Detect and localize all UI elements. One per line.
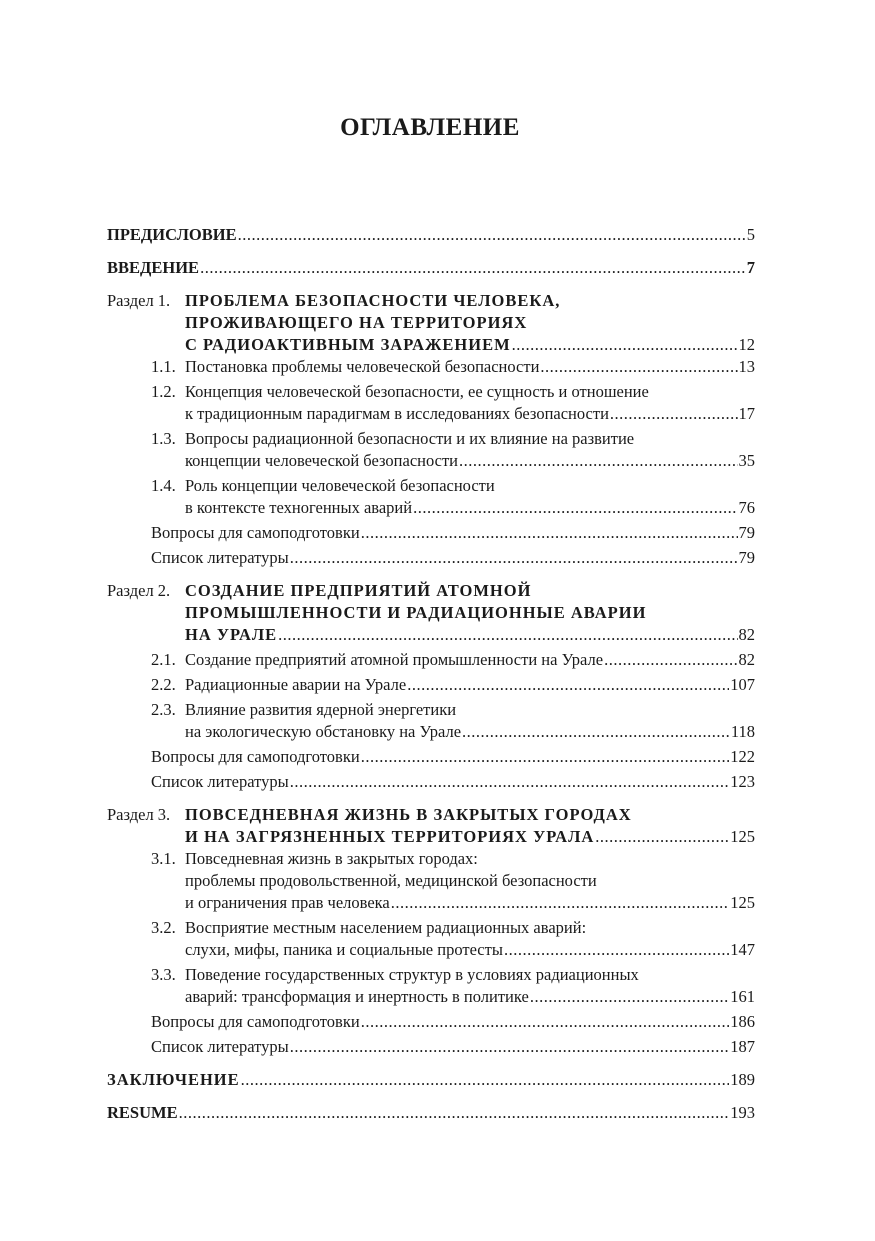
entry-page: 186 (730, 1012, 755, 1031)
entry-title: Список литературы (151, 1037, 289, 1056)
toc-entry-preface[interactable] (107, 224, 755, 246)
section-title: ПРОЖИВАЮЩЕГО НА ТЕРРИТОРИЯХ (185, 313, 528, 332)
entry-number: 1.1. (151, 357, 176, 376)
toc-entry-1-literature[interactable] (107, 547, 755, 569)
section-title: ПРОБЛЕМА БЕЗОПАСНОСТИ ЧЕЛОВЕКА, (185, 291, 561, 310)
section-title: И НА ЗАГРЯЗНЕННЫХ ТЕРРИТОРИЯХ УРАЛА (185, 827, 595, 846)
toc-entry-2-literature[interactable] (107, 771, 755, 793)
entry-title: Постановка проблемы человеческой безопасности (185, 357, 540, 376)
toc-entry-resume[interactable] (107, 1102, 755, 1124)
toc-entry-3-2-cont[interactable] (107, 939, 755, 961)
section-prefix: Раздел 1. (107, 291, 171, 310)
toc-entry-3-literature[interactable] (107, 1036, 755, 1058)
entry-title: Список литературы (151, 548, 289, 567)
entry-page: 147 (730, 940, 755, 959)
entry-page: 161 (730, 987, 755, 1006)
entry-page: 123 (730, 772, 755, 791)
entry-title: ВВЕДЕНИЕ (107, 258, 200, 277)
toc-entry-1-4-cont[interactable] (107, 497, 755, 519)
entry-title: Вопросы для самоподготовки (151, 1012, 360, 1031)
entry-number: 3.1. (151, 849, 176, 868)
section1-title-line-1[interactable] (107, 290, 755, 312)
toc-entry-3-3-cont[interactable] (107, 986, 755, 1008)
entry-number: 1.4. (151, 476, 176, 495)
entry-page: 79 (738, 523, 755, 542)
section3-title-line-2[interactable] (107, 826, 755, 848)
entry-page: 189 (730, 1070, 755, 1089)
entry-page: 125 (730, 827, 755, 846)
toc-entry-1-3[interactable] (107, 428, 755, 450)
toc-entry-1-4[interactable] (107, 475, 755, 497)
entry-page: 125 (730, 893, 755, 912)
entry-page: 17 (738, 404, 755, 423)
entry-page: 107 (730, 675, 755, 694)
section2-title-line-3[interactable] (107, 624, 755, 646)
section3-title-line-1[interactable] (107, 804, 755, 826)
entry-title: Роль концепции человеческой безопасности (185, 476, 495, 495)
entry-number: 1.3. (151, 429, 176, 448)
toc-entry-3-questions[interactable] (107, 1011, 755, 1033)
entry-title: проблемы продовольственной, медицинской безопасности (185, 871, 597, 890)
entry-number: 2.3. (151, 700, 176, 719)
toc-entry-2-3-cont[interactable] (107, 721, 755, 743)
section-title: СОЗДАНИЕ ПРЕДПРИЯТИЙ АТОМНОЙ (185, 581, 532, 600)
entry-title: аварий: трансформация и инертность в политике (185, 987, 529, 1006)
section1-title-line-3[interactable] (107, 334, 755, 356)
entry-page: 187 (730, 1037, 755, 1056)
entry-title: Восприятие местным населением радиационных аварий: (185, 918, 587, 937)
toc-entry-3-1[interactable] (107, 848, 755, 870)
entry-title: Повседневная жизнь в закрытых городах: (185, 849, 478, 868)
toc-entry-1-2-cont[interactable] (107, 403, 755, 425)
entry-title: ЗАКЛЮЧЕНИЕ (107, 1070, 240, 1089)
entry-title: Вопросы для самоподготовки (151, 747, 360, 766)
section-title: ПРОМЫШЛЕННОСТИ И РАДИАЦИОННЫЕ АВАРИИ (185, 603, 647, 622)
entry-title: Создание предприятий атомной промышленности на Урале (185, 650, 604, 669)
entry-page: 79 (738, 548, 755, 567)
entry-title: Вопросы радиационной безопасности и их влияние на развитие (185, 429, 635, 448)
entry-title: Радиационные аварии на Урале (185, 675, 407, 694)
entry-page: 193 (730, 1103, 755, 1122)
toc-entry-2-questions[interactable] (107, 746, 755, 768)
page-title: ОГЛАВЛЕНИЕ (340, 114, 520, 141)
entry-page: 76 (738, 498, 755, 517)
entry-number: 2.2. (151, 675, 176, 694)
entry-title: слухи, мифы, паника и социальные протесты (185, 940, 503, 959)
section-prefix: Раздел 2. (107, 581, 171, 600)
toc-entry-3-1-cont[interactable] (107, 870, 755, 892)
entry-number: 2.1. (151, 650, 176, 669)
entry-page: 82 (738, 650, 755, 669)
entry-title: концепции человеческой безопасности (185, 451, 459, 470)
section-title: ПОВСЕДНЕВНАЯ ЖИЗНЬ В ЗАКРЫТЫХ ГОРОДАХ (185, 805, 632, 824)
entry-title: на экологическую обстановку на Урале (185, 722, 462, 741)
toc-entry-3-1-cont2[interactable] (107, 892, 755, 914)
entry-page: 118 (730, 722, 755, 741)
entry-number: 3.2. (151, 918, 176, 937)
section2-title-line-2[interactable] (107, 602, 755, 624)
entry-title: Влияние развития ядерной энергетики (185, 700, 457, 719)
section2-title-line-1[interactable] (107, 580, 755, 602)
entry-title: к традиционным парадигмам в исследованиях безопасности (185, 404, 609, 423)
entry-page: 7 (746, 258, 755, 277)
entry-page: 82 (738, 625, 755, 644)
entry-title: Поведение государственных структур в условиях радиационных (185, 965, 639, 984)
toc-entry-conclusion[interactable] (107, 1069, 755, 1091)
toc-entry-2-1[interactable] (107, 649, 755, 671)
entry-title: RESUME (107, 1103, 178, 1122)
table-of-contents (107, 224, 755, 1124)
toc-entry-1-1[interactable] (107, 356, 755, 378)
toc-entry-1-questions[interactable] (107, 522, 755, 544)
toc-entry-intro[interactable] (107, 257, 755, 279)
toc-entry-1-2[interactable] (107, 381, 755, 403)
entry-page: 12 (738, 335, 755, 354)
toc-entry-1-3-cont[interactable] (107, 450, 755, 472)
entry-page: 122 (730, 747, 755, 766)
entry-title: Вопросы для самоподготовки (151, 523, 360, 542)
toc-entry-2-2[interactable] (107, 674, 755, 696)
entry-number: 1.2. (151, 382, 176, 401)
section-prefix: Раздел 3. (107, 805, 171, 824)
section1-title-line-2[interactable] (107, 312, 755, 334)
entry-page: 5 (746, 225, 755, 244)
toc-entry-2-3[interactable] (107, 699, 755, 721)
entry-page: 35 (738, 451, 755, 470)
entry-page: 13 (738, 357, 755, 376)
toc-entry-3-3[interactable] (107, 964, 755, 986)
entry-title: ПРЕДИСЛОВИЕ (107, 225, 237, 244)
section-title: НА УРАЛЕ (185, 625, 278, 644)
entry-title: Концепция человеческой безопасности, ее сущность и отношение (185, 382, 649, 401)
section-title: С РАДИОАКТИВНЫМ ЗАРАЖЕНИЕМ (185, 335, 511, 354)
toc-entry-3-2[interactable] (107, 917, 755, 939)
entry-number: 3.3. (151, 965, 176, 984)
entry-title: в контексте техногенных аварий (185, 498, 413, 517)
entry-title: Список литературы (151, 772, 289, 791)
entry-title: и ограничения прав человека (185, 893, 390, 912)
